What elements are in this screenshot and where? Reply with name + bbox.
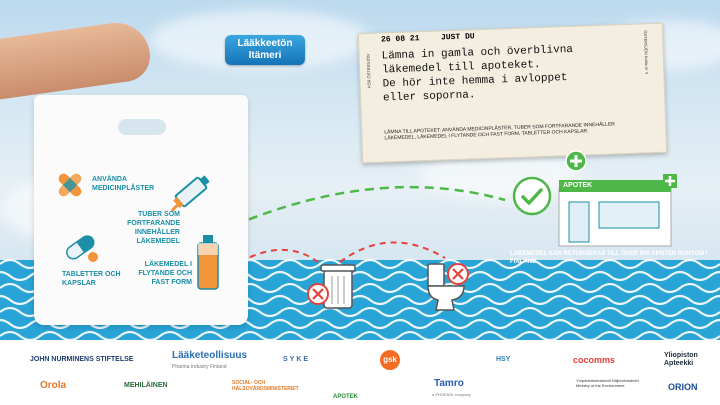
forbidden-trash-icon	[306, 282, 330, 306]
partner-apotek: APOTEK	[333, 394, 359, 400]
partner-tamro: Tamro	[434, 378, 464, 389]
receipt	[358, 23, 667, 164]
pharmacy-building	[551, 170, 681, 245]
receipt-line: läkemedel till apoteket.	[381, 59, 541, 77]
receipt-message	[381, 42, 603, 106]
receipt-line: Lämna in gamla och överblivna	[381, 43, 574, 63]
logo-line2: Itämeri	[248, 50, 282, 61]
partner-hsy: HSY	[496, 356, 511, 363]
partner-pif: Lääketeollisuus	[172, 350, 248, 361]
partner-syke: SYKE	[283, 356, 311, 363]
tube-label: TUBER SOM FORTFARANDE INNEHÅLLER LÄKEMEDEL	[127, 211, 180, 245]
receipt-just: JUST DU	[440, 32, 475, 43]
plaster-label: ANVÄNDA MEDICINPLÅSTER	[92, 176, 155, 192]
forbidden-toilet-icon	[446, 262, 470, 286]
receipt-line: De hör inte hemma i avloppet	[382, 72, 568, 91]
partner-ya: Yliopiston Apteekki	[664, 352, 698, 367]
campaign-logo	[225, 35, 305, 65]
bottle-label: LÄKEMEDEL I FLYTANDE OCH FAST FORM	[138, 261, 192, 286]
logo-line1: Lääkkeetön	[237, 38, 293, 49]
checkmark-icon	[512, 176, 552, 216]
pill-icon	[60, 230, 100, 264]
plastic-bag	[34, 95, 248, 325]
partner-mehi: MEHILÄINEN	[124, 382, 168, 389]
plaster-icon	[52, 167, 88, 203]
partner-logos	[0, 340, 720, 405]
partner-ym: Ympäristöministeriö Miljöministeriet Ministry of the Environment	[576, 378, 639, 388]
pharmacy-sign: APOTEK	[563, 182, 593, 189]
partner-stm: SOCIAL- OCH HÄLSOVÅRDSMINISTERIET	[232, 380, 299, 392]
partner-pif-sub: Pharma Industry Finland	[172, 364, 227, 370]
bottle-icon	[196, 235, 220, 291]
partner-cocomms: cocomms	[573, 355, 616, 365]
receipt-side-left: FÖR ÖSTERSJÖN	[365, 53, 372, 89]
pill-label: TABLETTER OCH KAPSLAR	[62, 271, 121, 287]
partner-gsk: gsk	[380, 350, 400, 370]
receipt-date: 26 08 21	[380, 34, 420, 45]
partner-jn: JOHN NURMINENS STIFTELSE	[30, 356, 134, 363]
return-caption: LÄKEMEDEL KAN RETURNERAS TILL ÖVER 800 APOTEK RUNTOM I FINLAND.	[510, 251, 708, 265]
partner-orola: Orola	[40, 380, 67, 391]
pharmacy-cross-icon	[565, 150, 587, 172]
receipt-side-right: ÖSTERSJÖN Kvitto nr 4	[642, 30, 650, 74]
bag-handle	[118, 119, 166, 135]
partner-tamro-sub: a PHOENIX company	[432, 392, 471, 397]
partner-orion: ORION	[668, 382, 698, 392]
receipt-footer: LÄMNA TILL APOTEKET: ANVÄNDA MEDICINPLÅSTER, TUBER SOM FORTFARANDE INNEHÅLLER LÄKEMEDEL, LÄKEMEDEL I FLYTANDE OCH FAST FORM, TABLETTER OCH KAPSLAR.	[384, 121, 615, 142]
receipt-line: eller soporna.	[382, 89, 476, 105]
